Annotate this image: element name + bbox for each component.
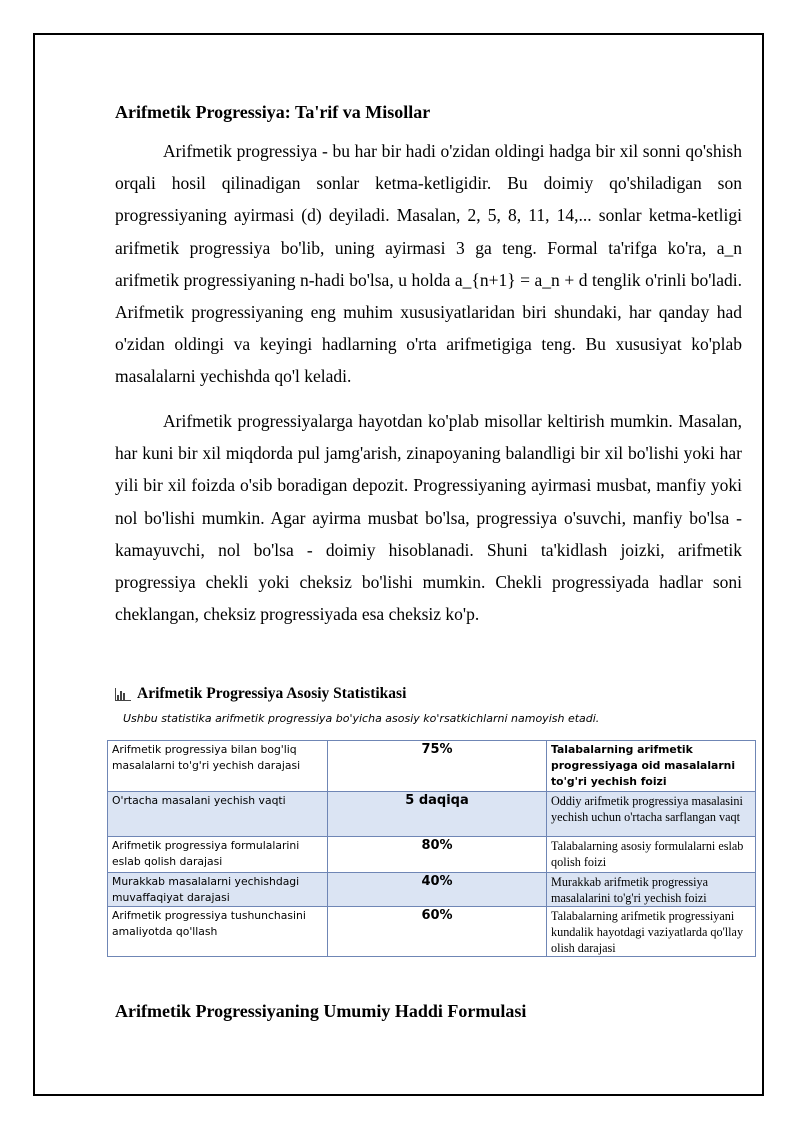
description-cell: Murakkab arifmetik progressiya masalalarini to'g'ri yechish foizi xyxy=(547,873,756,907)
section-heading: Arifmetik Progressiyaning Umumiy Haddi Formulasi xyxy=(115,1001,527,1021)
table-row xyxy=(108,741,756,792)
description-cell: Talabalarning asosiy formulalarni eslab qolish foizi xyxy=(547,837,756,873)
table-row xyxy=(108,873,756,907)
description-cell: Talabalarning arifmetik progressiyani kundalik hayotdagi vaziyatlarda qo'llay olish darajasi xyxy=(547,907,756,957)
stats-table xyxy=(107,740,756,957)
metric-cell: O'rtacha masalani yechish vaqti xyxy=(108,792,328,837)
value-cell: 5 daqiqa xyxy=(328,792,547,837)
description-cell: Talabalarning arifmetik progressiyaga oid masalalarni to'g'ri yechish foizi xyxy=(547,741,756,792)
value-cell: 60% xyxy=(328,907,547,957)
paragraph-examples: Arifmetik progressiyalarga hayotdan ko'plab misollar keltirish mumkin. Masalan, har kuni bir xil miqdorda pul jamg'arish, zinapoyaning balandligi bir xil bo'lishi yoki har yili bir xil foizda o'sib boradigan depozit. Progressiyaning ayirmasi musbat, manfiy yoki nol bo'lishi mumkin. Agar ayirma musbat bo'lsa, progressiya o'suvchi, manfiy bo'lsa - kamayuvchi, nol bo'lsa - doimiy hisoblanadi. Shuni ta'kidlash joizki, arifmetik progressiya chekli yoki cheksiz bo'lishi mumkin. Chekli progressiyada hadlar soni cheklangan, cheksiz progressiyada esa cheksiz ko'p. xyxy=(115,411,742,625)
table-row xyxy=(108,837,756,873)
paragraph-definition: Arifmetik progressiya - bu har bir hadi o'zidan oldingi hadga bir xil sonni qo'shish orqali hosil qilinadigan sonlar ketma-ketligidir. Bu doimiy qo'shiladigan son progressiyaning ayirmasi (d) deyiladi. Masalan, 2, 5, 8, 11, 14,... sonlar ketma-ketligi arifmetik progressiya bo'lib, uning ayirmasi 3 ga teng. Formal ta'rifga ko'ra, a_n arifmetik progressiyaning n-hadi bo'lsa, u holda a_{n+1} = a_n + d tenglik o'rinli bo'ladi. Arifmetik progressiyaning eng muhim xususiyatlaridan biri shundaki, har qanday had o'zidan oldingi va keyingi hadlarning o'rta arifmetigiga teng. Bu xususiyat ko'plab masalalarni yechishda qo'l keladi. xyxy=(115,141,742,387)
document-title: Arifmetik Progressiya: Ta'rif va Misollar xyxy=(115,102,431,122)
bar-chart-icon xyxy=(115,688,131,701)
table-row xyxy=(108,907,756,957)
metric-cell: Arifmetik progressiya tushunchasini amaliyotda qo'llash xyxy=(108,907,328,957)
value-cell: 75% xyxy=(328,741,547,792)
value-cell: 40% xyxy=(328,873,547,907)
metric-cell: Arifmetik progressiya formulalarini eslab qolish darajasi xyxy=(108,837,328,873)
metric-cell: Murakkab masalalarni yechishdagi muvaffaqiyat darajasi xyxy=(108,873,328,907)
value-cell: 80% xyxy=(328,837,547,873)
description-cell: Oddiy arifmetik progressiya masalasini yechish uchun o'rtacha sarflangan vaqt xyxy=(547,792,756,837)
stats-heading xyxy=(115,683,406,705)
table-row xyxy=(108,792,756,837)
stats-subtitle: Ushbu statistika arifmetik progressiya bo'yicha asosiy ko'rsatkichlarni namoyish etadi. xyxy=(123,712,600,725)
stats-heading-text: Arifmetik Progressiya Asosiy Statistikasi xyxy=(137,685,407,702)
metric-cell: Arifmetik progressiya bilan bog'liq masalalarni to'g'ri yechish darajasi xyxy=(108,741,328,792)
